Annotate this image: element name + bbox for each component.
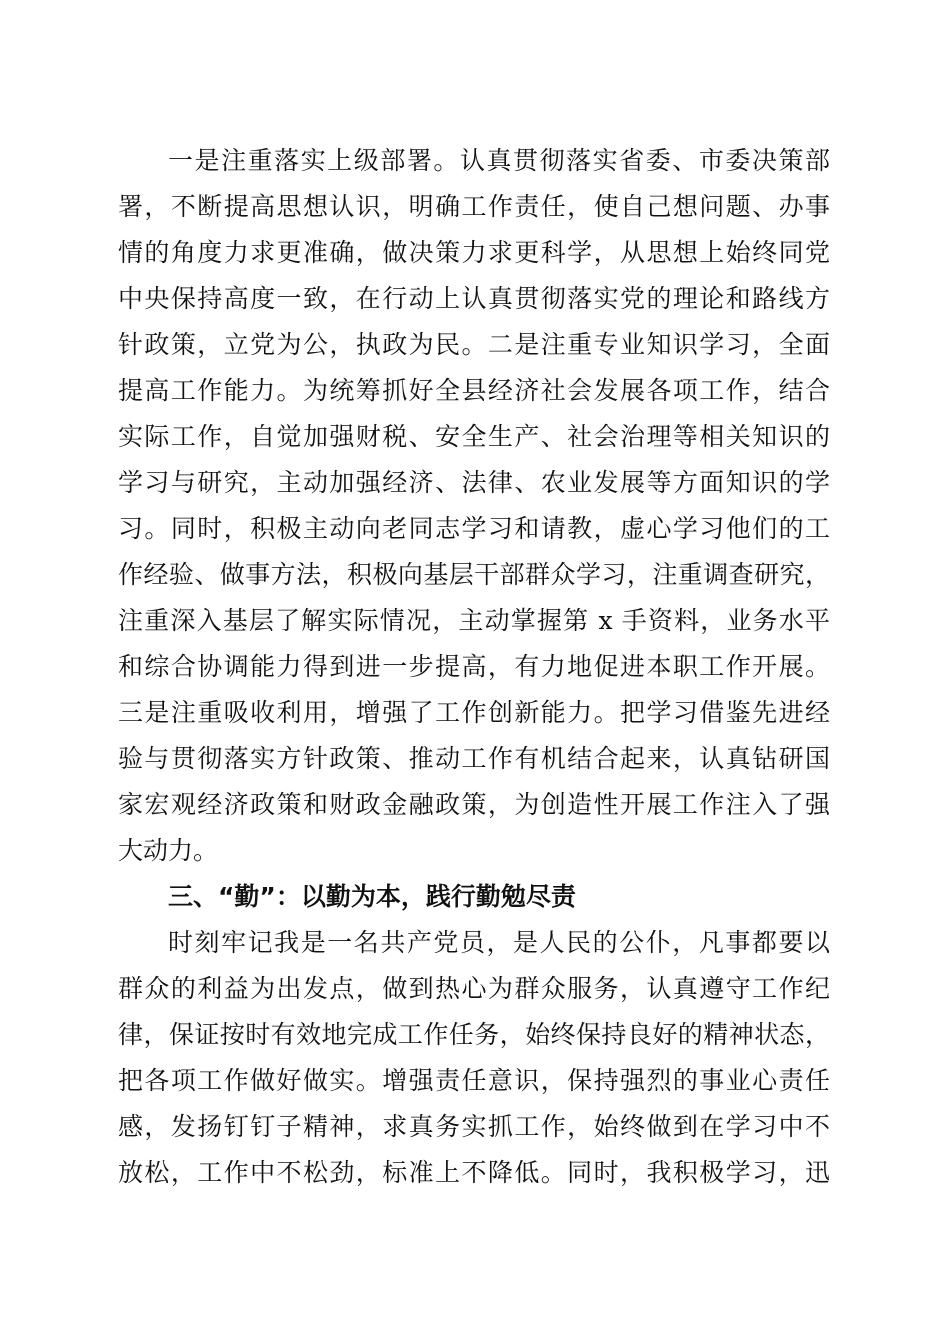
paragraph-line: 时刻牢记我是一名共产党员，是人民的公仆，凡事都要以 [168, 928, 830, 957]
paragraph-line: 署，不断提高思想认识，明确工作责任，使自己想问题、办事 [118, 192, 830, 221]
paragraph-line: 实际工作，自觉加强财税、安全生产、社会治理等相关知识的 [118, 422, 830, 451]
paragraph-line: 群众的利益为出发点，做到热心为群众服务，认真遵守工作纪 [118, 974, 830, 1003]
paragraph-line: 注重深入基层了解实际情况，主动掌握第 x 手资料，业务水平 [118, 606, 830, 635]
paragraph-line: 验与贯彻落实方针政策、推动工作有机结合起来，认真钻研国 [118, 744, 830, 773]
paragraph-line: 中央保持高度一致，在行动上认真贯彻落实党的理论和路线方 [118, 284, 830, 313]
paragraph-line: 提高工作能力。为统筹抓好全县经济社会发展各项工作，结合 [118, 376, 830, 405]
paragraph-line: 感，发扬钉钉子精神，求真务实抓工作，始终做到在学习中不 [118, 1112, 830, 1141]
paragraph-line: 和综合协调能力得到进一步提高，有力地促进本职工作开展。 [118, 652, 830, 681]
paragraph-line: 家宏观经济政策和财政金融政策，为创造性开展工作注入了强 [118, 790, 830, 819]
paragraph-line: 一是注重落实上级部署。认真贯彻落实省委、市委决策部 [168, 146, 830, 175]
paragraph-line: 律，保证按时有效地完成工作任务，始终保持良好的精神状态， [118, 1020, 830, 1049]
section-heading: 三、“勤”：以勤为本，践行勤勉尽责 [168, 882, 576, 911]
paragraph-line: 三是注重吸收利用，增强了工作创新能力。把学习借鉴先进经 [118, 698, 830, 727]
paragraph-line: 情的角度力求更准确，做决策力求更科学，从思想上始终同党 [118, 238, 830, 267]
paragraph-line: 习。同时，积极主动向老同志学习和请教，虚心学习他们的工 [118, 514, 830, 543]
paragraph-line: 放松，工作中不松劲，标准上不降低。同时，我积极学习，迅 [118, 1158, 830, 1187]
paragraph-line: 作经验、做事方法，积极向基层干部群众学习，注重调查研究， [118, 560, 830, 589]
paragraph-line: 针政策，立党为公，执政为民。二是注重专业知识学习，全面 [118, 330, 830, 359]
paragraph-line: 大动力。 [118, 836, 219, 865]
paragraph-line: 学习与研究，主动加强经济、法律、农业发展等方面知识的学 [118, 468, 830, 497]
paragraph-line: 把各项工作做好做实。增强责任意识，保持强烈的事业心责任 [118, 1066, 830, 1095]
